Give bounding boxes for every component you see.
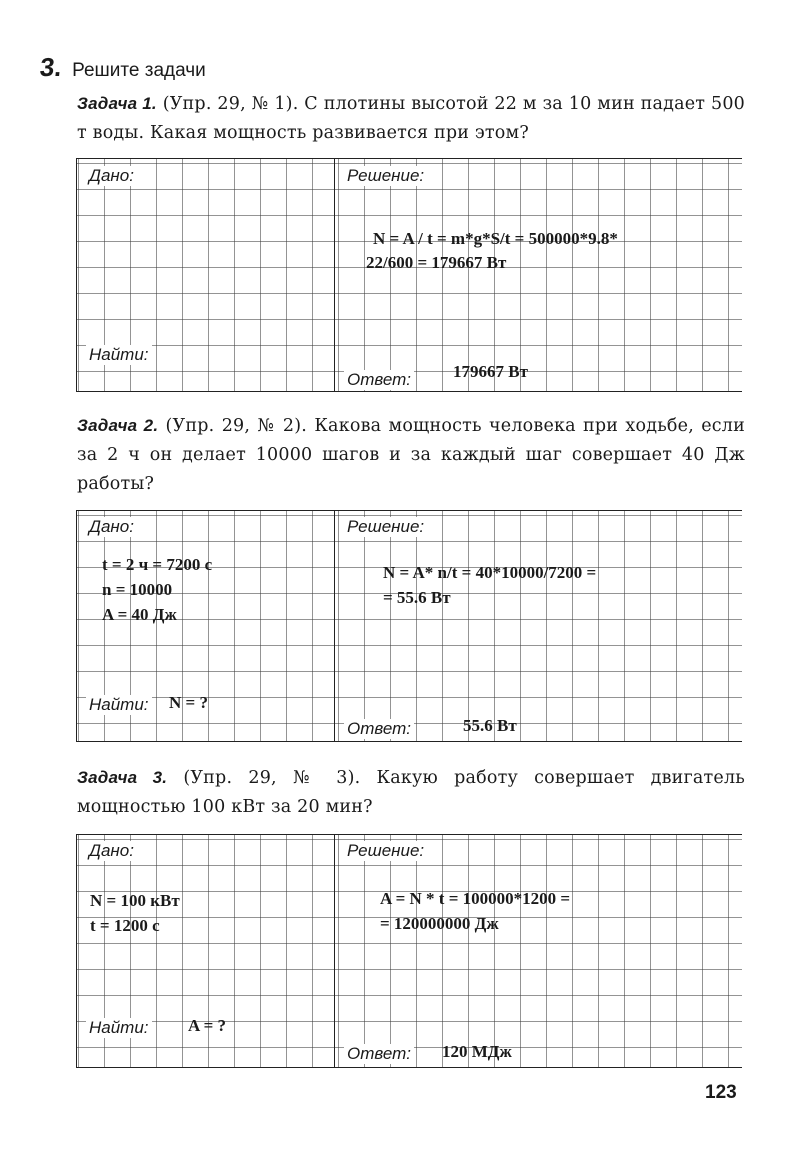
task-2-solution-label: Решение: <box>344 517 427 537</box>
task-3-given-line-2: t = 1200 с <box>90 916 160 935</box>
task-1-label: Задача 1. <box>77 94 157 113</box>
task-2-given-line-1: t = 2 ч = 7200 с <box>102 555 213 574</box>
task-1-answer-grid <box>76 158 742 392</box>
task-2-answer-grid <box>76 510 742 742</box>
task-1-solution-line-2: 22/600 = 179667 Вт <box>366 253 507 272</box>
task-2-label: Задача 2. <box>77 416 159 435</box>
task-1-text: (Упр. 29, № 1). С плотины высотой 22 м за 10 мин падает 500 т воды. Какая мощность развивается при этом? <box>77 94 746 143</box>
task-1-solution-line-1: N = A / t = m*g*S/t = 500000*9.8* <box>373 229 618 248</box>
task-1-answer-label: Ответ: <box>344 370 414 390</box>
task-2-solution-line-2: = 55.6 Вт <box>383 588 451 607</box>
task-3-solution-line-1: A = N * t = 100000*1200 = <box>380 889 571 908</box>
task-3-column-divider <box>334 835 335 1067</box>
task-3-text: (Упр. 29, № 3). Какую работу совершает двигатель мощностью 100 кВт за 20 мин? <box>77 768 745 817</box>
task-2-statement <box>77 411 745 499</box>
section-title: Решите задачи <box>72 60 206 81</box>
task-1-find-label: Найти: <box>86 345 152 365</box>
task-2-solution-line-1: N = A* n/t = 40*10000/7200 = <box>383 563 597 582</box>
task-3-find-label: Найти: <box>86 1018 152 1038</box>
task-2-given-line-2: n = 10000 <box>102 580 173 599</box>
task-1-column-divider <box>334 159 335 391</box>
task-3-given-line-1: N = 100 кВт <box>90 891 180 910</box>
task-2-column-divider <box>334 511 335 741</box>
task-3-find-value: A = ? <box>188 1016 227 1035</box>
task-3-given-label: Дано: <box>86 841 137 861</box>
task-2-answer-label: Ответ: <box>344 719 414 739</box>
task-2-find-label: Найти: <box>86 695 152 715</box>
page-number: 123 <box>705 1082 737 1103</box>
task-1-statement <box>77 89 745 148</box>
task-3-answer-label: Ответ: <box>344 1044 414 1064</box>
task-1-answer-value: 179667 Вт <box>453 362 528 381</box>
task-3-label: Задача 3. <box>77 768 168 787</box>
section-heading <box>40 52 206 83</box>
task-3-solution-label: Решение: <box>344 841 427 861</box>
task-2-text: (Упр. 29, № 2). Какова мощность человека при ходьбе, если за 2 ч он делает 10000 шагов и за каждый шаг совершает 40 Дж работы? <box>77 416 745 494</box>
task-1-solution-label: Решение: <box>344 166 427 186</box>
task-2-answer-value: 55.6 Вт <box>463 716 517 735</box>
section-number: 3. <box>38 52 64 82</box>
task-2-given-line-3: A = 40 Дж <box>102 605 177 624</box>
task-2-given-label: Дано: <box>86 517 137 537</box>
task-3-answer-value: 120 МДж <box>442 1042 512 1061</box>
task-1-given-label: Дано: <box>86 166 137 186</box>
task-3-statement <box>77 763 745 822</box>
task-3-solution-line-2: = 120000000 Дж <box>380 914 499 933</box>
task-2-find-value: N = ? <box>169 693 208 712</box>
task-3-answer-grid <box>76 834 742 1068</box>
